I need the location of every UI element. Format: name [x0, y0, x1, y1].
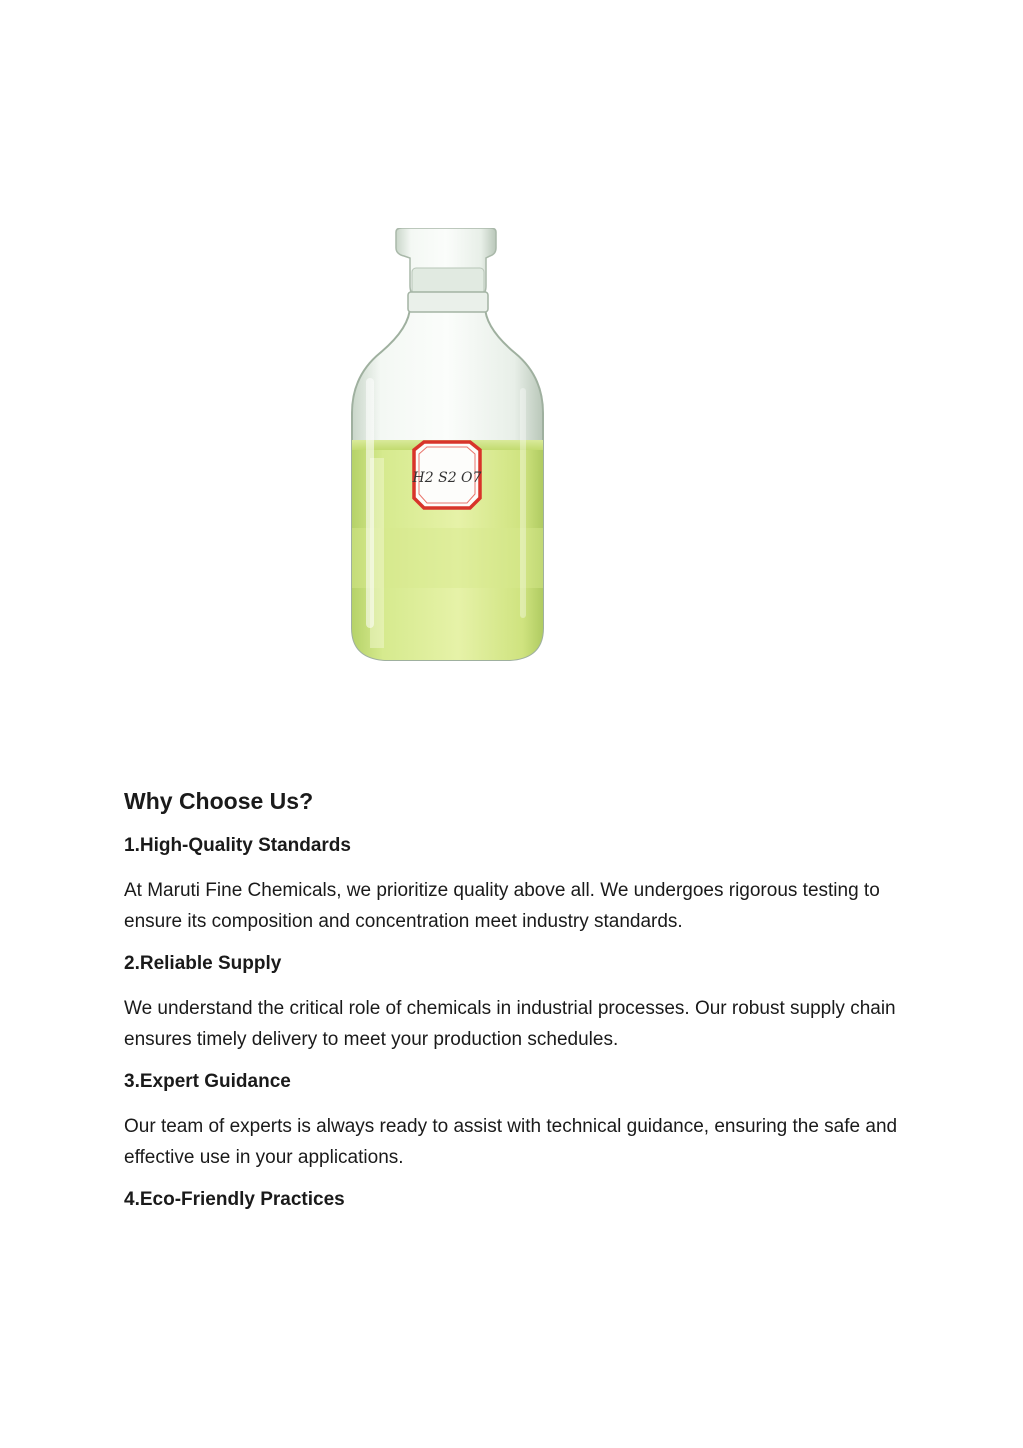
bottle-label [412, 442, 482, 508]
item-title-eco-friendly: 4.Eco-Friendly Practices [124, 1189, 345, 1210]
item-body-reliable-supply: We understand the critical role of chemicals in industrial processes. Our robust supply chain ensures timely delivery to meet your production schedules. [124, 998, 896, 1050]
item-title-high-quality: 1.High-Quality Standards [124, 835, 351, 856]
why-choose-us-section [124, 786, 904, 1229]
item-title-reliable-supply: 2.Reliable Supply [124, 953, 282, 974]
bottle-label-text: H2 S2 O7 [412, 470, 482, 486]
item-title-expert-guidance: 3.Expert Guidance [124, 1071, 291, 1092]
item-body-expert-guidance: Our team of experts is always ready to assist with technical guidance, ensuring the safe and effective use in your applications. [124, 1116, 898, 1168]
item-body-high-quality: At Maruti Fine Chemicals, we prioritize quality above all. We undergoes rigorous testing to ensure its composition and concentration meet industry standards. [124, 880, 880, 932]
chemical-bottle-image [340, 228, 555, 668]
section-heading: Why Choose Us? [124, 788, 314, 814]
